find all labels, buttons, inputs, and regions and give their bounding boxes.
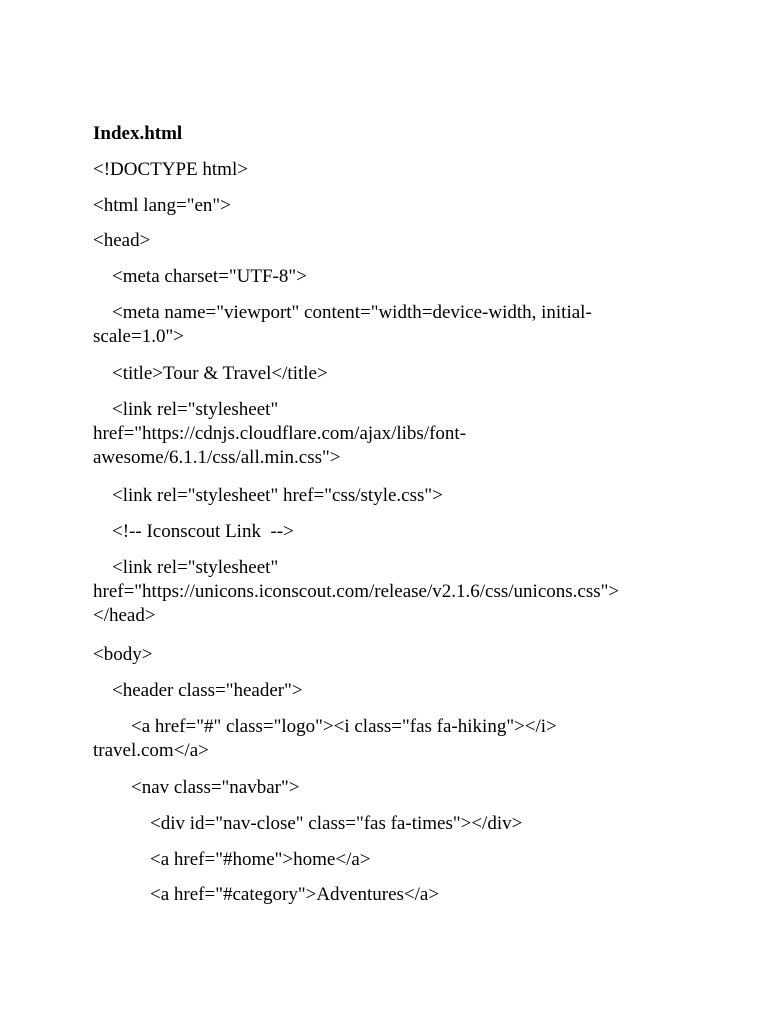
code-line-html-open: <html lang="en"> <box>93 195 231 216</box>
code-line-comment: <!-- Iconscout Link --> <box>93 521 294 542</box>
code-line-link-unicons: <link rel="stylesheet" href="https://unicons.iconscout.com/release/v2.1.6/css/unicons.css"> </head> <box>93 557 620 626</box>
code-line-body-open: <body> <box>93 644 153 665</box>
code-line-title: <title>Tour & Travel</title> <box>93 363 328 384</box>
code-line-nav-open: <nav class="navbar"> <box>93 777 300 798</box>
code-line-meta-charset: <meta charset="UTF-8"> <box>93 266 307 287</box>
code-line-meta-viewport: <meta name="viewport" content="width=device-width, initial- scale=1.0"> <box>93 302 592 347</box>
code-line-link-style: <link rel="stylesheet" href="css/style.css"> <box>93 485 443 506</box>
code-line-category-link: <a href="#category">Adventures</a> <box>93 884 440 905</box>
code-line-logo-link: <a href="#" class="logo"><i class="fas fa-hiking"></i> travel.com</a> <box>93 716 557 761</box>
document-title: Index.html <box>93 123 183 144</box>
code-line-doctype: <!DOCTYPE html> <box>93 159 248 180</box>
code-line-head-open: <head> <box>93 230 151 251</box>
code-line-header-open: <header class="header"> <box>93 680 303 701</box>
code-line-link-fontawesome: <link rel="stylesheet" href="https://cdnjs.cloudflare.com/ajax/libs/font- awesome/6.1.1/css/all.min.css"> <box>93 399 467 468</box>
code-line-home-link: <a href="#home">home</a> <box>93 849 371 870</box>
code-line-nav-close: <div id="nav-close" class="fas fa-times"></div> <box>93 813 523 834</box>
